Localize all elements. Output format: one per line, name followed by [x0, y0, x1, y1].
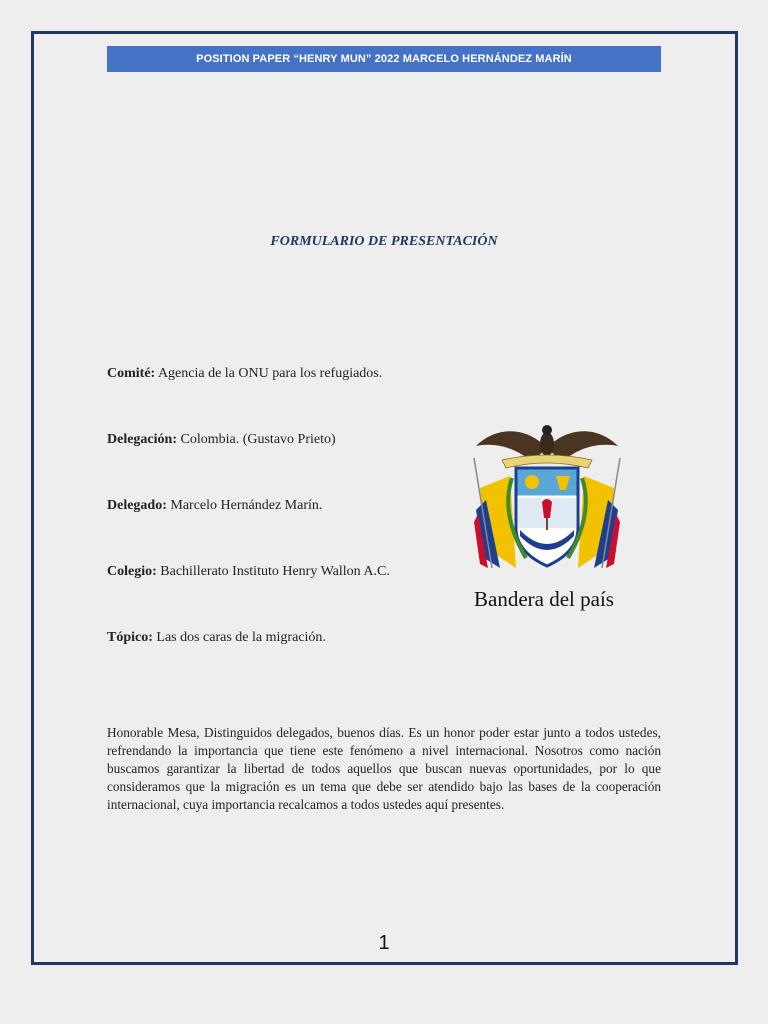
- field-delegado-value: Marcelo Hernández Marín.: [170, 498, 323, 513]
- header-banner: [107, 46, 661, 72]
- field-topico-label: Tópico:: [107, 630, 153, 645]
- field-topico: [107, 630, 326, 646]
- field-delegado: [107, 498, 322, 514]
- field-delegacion-value: Colombia. (Gustavo Prieto): [180, 432, 336, 447]
- field-delegado-label: Delegado:: [107, 498, 167, 513]
- colombia-coat-of-arms-icon: [466, 418, 628, 578]
- field-colegio-label: Colegio:: [107, 564, 157, 579]
- header-banner-text: POSITION PAPER “HENRY MUN” 2022 MARCELO HERNÁNDEZ MARÍN: [196, 53, 572, 65]
- field-colegio-value: Bachillerato Instituto Henry Wallon A.C.: [160, 564, 390, 579]
- field-comite-value: Agencia de la ONU para los refugiados.: [157, 366, 383, 381]
- field-delegacion-label: Delegación:: [107, 432, 177, 447]
- field-topico-value: Las dos caras de la migración.: [156, 630, 326, 645]
- form-title: FORMULARIO DE PRESENTACIÓN: [270, 234, 498, 249]
- emblem-caption: Bandera del país: [474, 587, 614, 611]
- field-comite-label: Comité:: [107, 366, 156, 381]
- body-paragraph: Honorable Mesa, Distinguidos delegados, buenos días. Es un honor poder estar junto a todos ustedes, refrendando la importancia que tiene este fenómeno a nivel internacional. Nosotros como nación buscamos garantizar la libertad de todos aquellos que buscan nuevas oportunidades, por lo que consideramos que la migración es un tema que debe ser atendido bajo las bases de la cooperación internacional, cuya importancia recalcamos a todos ustedes aquí presentes.: [107, 725, 661, 812]
- field-delegacion: [107, 432, 336, 448]
- page-number: 1: [378, 932, 390, 954]
- field-colegio: [107, 564, 390, 580]
- field-comite: [107, 366, 382, 382]
